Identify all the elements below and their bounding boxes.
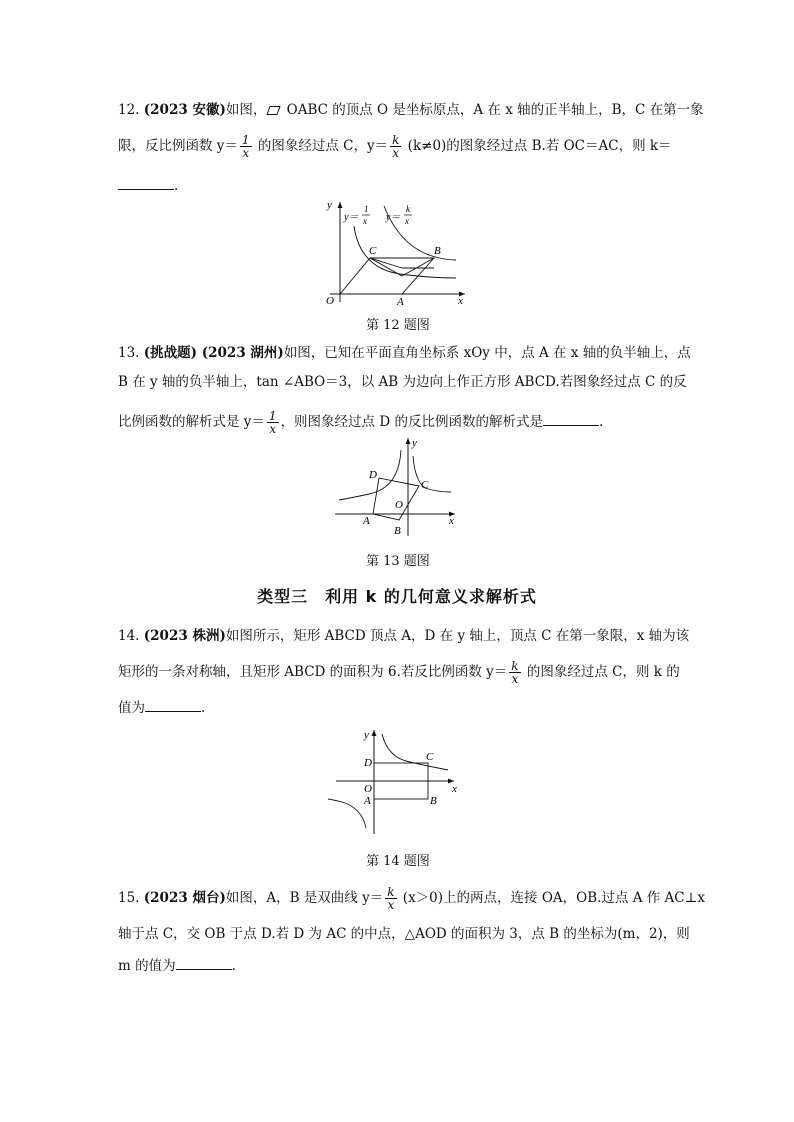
- q13-text: .: [598, 414, 604, 430]
- q14-line-3: [118, 698, 205, 718]
- fig12-A-label: A: [397, 296, 404, 308]
- fig13-A-label: A: [363, 515, 370, 527]
- q13-source: (挑战题) (2023 湖州): [143, 345, 284, 361]
- frac-den: x: [392, 146, 400, 160]
- q15-number: 15.: [118, 890, 140, 906]
- q12-caption: 第 12 题图: [366, 318, 430, 333]
- q12-line-2: [118, 134, 672, 159]
- fig13-B-label: B: [394, 525, 401, 537]
- frac-den: x: [511, 672, 519, 686]
- frac-num: 1: [268, 409, 277, 423]
- fig12-eq2-num: k: [406, 204, 410, 214]
- q14-figure: [322, 726, 462, 836]
- parallelogram-icon: [267, 106, 281, 115]
- q13-text: 如图，已知在平面直角坐标系 xOy 中，点 A 在 x 轴的负半轴上，点: [283, 345, 691, 361]
- fig12-eq1-den: x: [363, 216, 367, 226]
- frac-num: k: [387, 885, 395, 899]
- q13-text: 比例函数的解析式是 y＝: [118, 414, 265, 430]
- fraction: [240, 134, 252, 159]
- fig14-D-label: D: [364, 757, 372, 769]
- q13-text: ，则图象经过点 D 的反比例函数的解析式是: [280, 414, 543, 430]
- fraction: [385, 886, 396, 911]
- fig13-O-label: O: [395, 499, 403, 511]
- fig12-eq1-num: 1: [364, 204, 369, 214]
- q12-number: 12.: [118, 102, 140, 118]
- q12-text: 的图象经过点 C，y＝: [253, 138, 389, 154]
- q13-line-3: [118, 410, 603, 435]
- q15-source: (2023 烟台): [143, 890, 226, 906]
- q12-source: (2023 安徽): [143, 102, 226, 118]
- q14-text: 的图象经过点 C，则 k 的: [522, 664, 680, 680]
- frac-den: x: [242, 146, 250, 160]
- q15-line-2: [118, 924, 690, 944]
- q14-text: 矩形的一条对称轴，且矩形 ABCD 的面积为 6.若反比例函数 y＝: [118, 664, 508, 680]
- fig14-x-label: x: [452, 783, 457, 795]
- fig14-y-label: y: [364, 729, 369, 741]
- q12-text: .: [174, 178, 179, 194]
- answer-blank[interactable]: [145, 699, 201, 712]
- fig14-O-label: O: [364, 783, 372, 795]
- q12-text: 限，反比例函数 y＝: [118, 138, 238, 154]
- frac-num: k: [511, 659, 519, 673]
- fig12-x-label: x: [458, 295, 463, 307]
- q12-text: (k≠0)的图象经过点 B.若 OC＝AC，则 k＝: [403, 138, 672, 154]
- fig12-eq1-lhs: y＝: [344, 212, 359, 223]
- q12-text: 如图，: [225, 102, 267, 118]
- fraction: [509, 660, 520, 685]
- q13-figure: [333, 436, 463, 541]
- q14-line-1: [118, 626, 689, 646]
- q14-line-2: [118, 660, 680, 685]
- frac-den: x: [387, 898, 395, 912]
- q14-caption: 第 14 题图: [366, 854, 430, 869]
- fig14-A-label: A: [364, 795, 371, 807]
- q12-figure: [320, 196, 470, 306]
- fig12-eq2-lhs: y＝: [386, 212, 401, 223]
- q13-line-1: [118, 343, 691, 363]
- q15-text: m 的值为: [118, 958, 176, 974]
- fig13-y-label: y: [412, 437, 417, 449]
- q15-text: .: [231, 958, 236, 974]
- q12-line-1: [118, 100, 704, 120]
- answer-blank[interactable]: [543, 413, 599, 426]
- q14-text: 如图所示，矩形 ABCD 顶点 A，D 在 y 轴上，顶点 C 在第一象限，x 轴为该: [225, 628, 690, 644]
- q14-source: (2023 株洲): [143, 628, 226, 644]
- q13-text: B 在 y 轴的负半轴上，tan ∠ABO＝3，以 AB 为边向上作正方形 ABCD.若图象经过点 C 的反: [118, 374, 687, 390]
- fig12-eq2-den: x: [405, 216, 409, 226]
- section-title: 类型三 利用 k 的几何意义求解析式: [257, 587, 537, 606]
- fig12-B-label: B: [434, 245, 441, 257]
- q15-line-3: [118, 956, 236, 976]
- q14-text: .: [201, 700, 206, 716]
- fig13-C-label: C: [421, 479, 429, 491]
- fig12-C-label: C: [369, 245, 377, 257]
- fig14-C-label: C: [426, 751, 434, 763]
- q15-text: (x＞0)上的两点，连接 OA，OB.过点 A 作 AC⊥x: [398, 890, 705, 906]
- q13-number: 13.: [118, 345, 140, 361]
- frac-den: x: [269, 422, 277, 436]
- q15-text: 轴于点 C，交 OB 于点 D.若 D 为 AC 的中点，△AOD 的面积为 3，点 B 的坐标为(m，2)，则: [118, 926, 690, 942]
- q12-text: OABC 的顶点 O 是坐标原点，A 在 x 轴的正半轴上，B，C 在第一象: [282, 102, 704, 118]
- frac-num: 1: [241, 133, 250, 147]
- q15-text: 如图，A，B 是双曲线 y＝: [225, 890, 384, 906]
- q12-line-3: [118, 176, 178, 196]
- q13-line-2: [118, 372, 687, 392]
- answer-blank[interactable]: [118, 177, 174, 190]
- fraction: [267, 410, 279, 435]
- frac-num: k: [392, 133, 400, 147]
- fig14-B-label: B: [430, 795, 437, 807]
- fig12-y-label: y: [327, 199, 332, 211]
- answer-blank[interactable]: [176, 957, 232, 970]
- fraction: [390, 134, 401, 159]
- q14-number: 14.: [118, 628, 140, 644]
- q14-text: 值为: [118, 700, 145, 716]
- fig12-O-label: O: [326, 295, 334, 307]
- fig13-x-label: x: [449, 515, 454, 527]
- q13-caption: 第 13 题图: [366, 554, 430, 569]
- q15-line-1: [118, 886, 705, 911]
- fig13-D-label: D: [369, 469, 377, 481]
